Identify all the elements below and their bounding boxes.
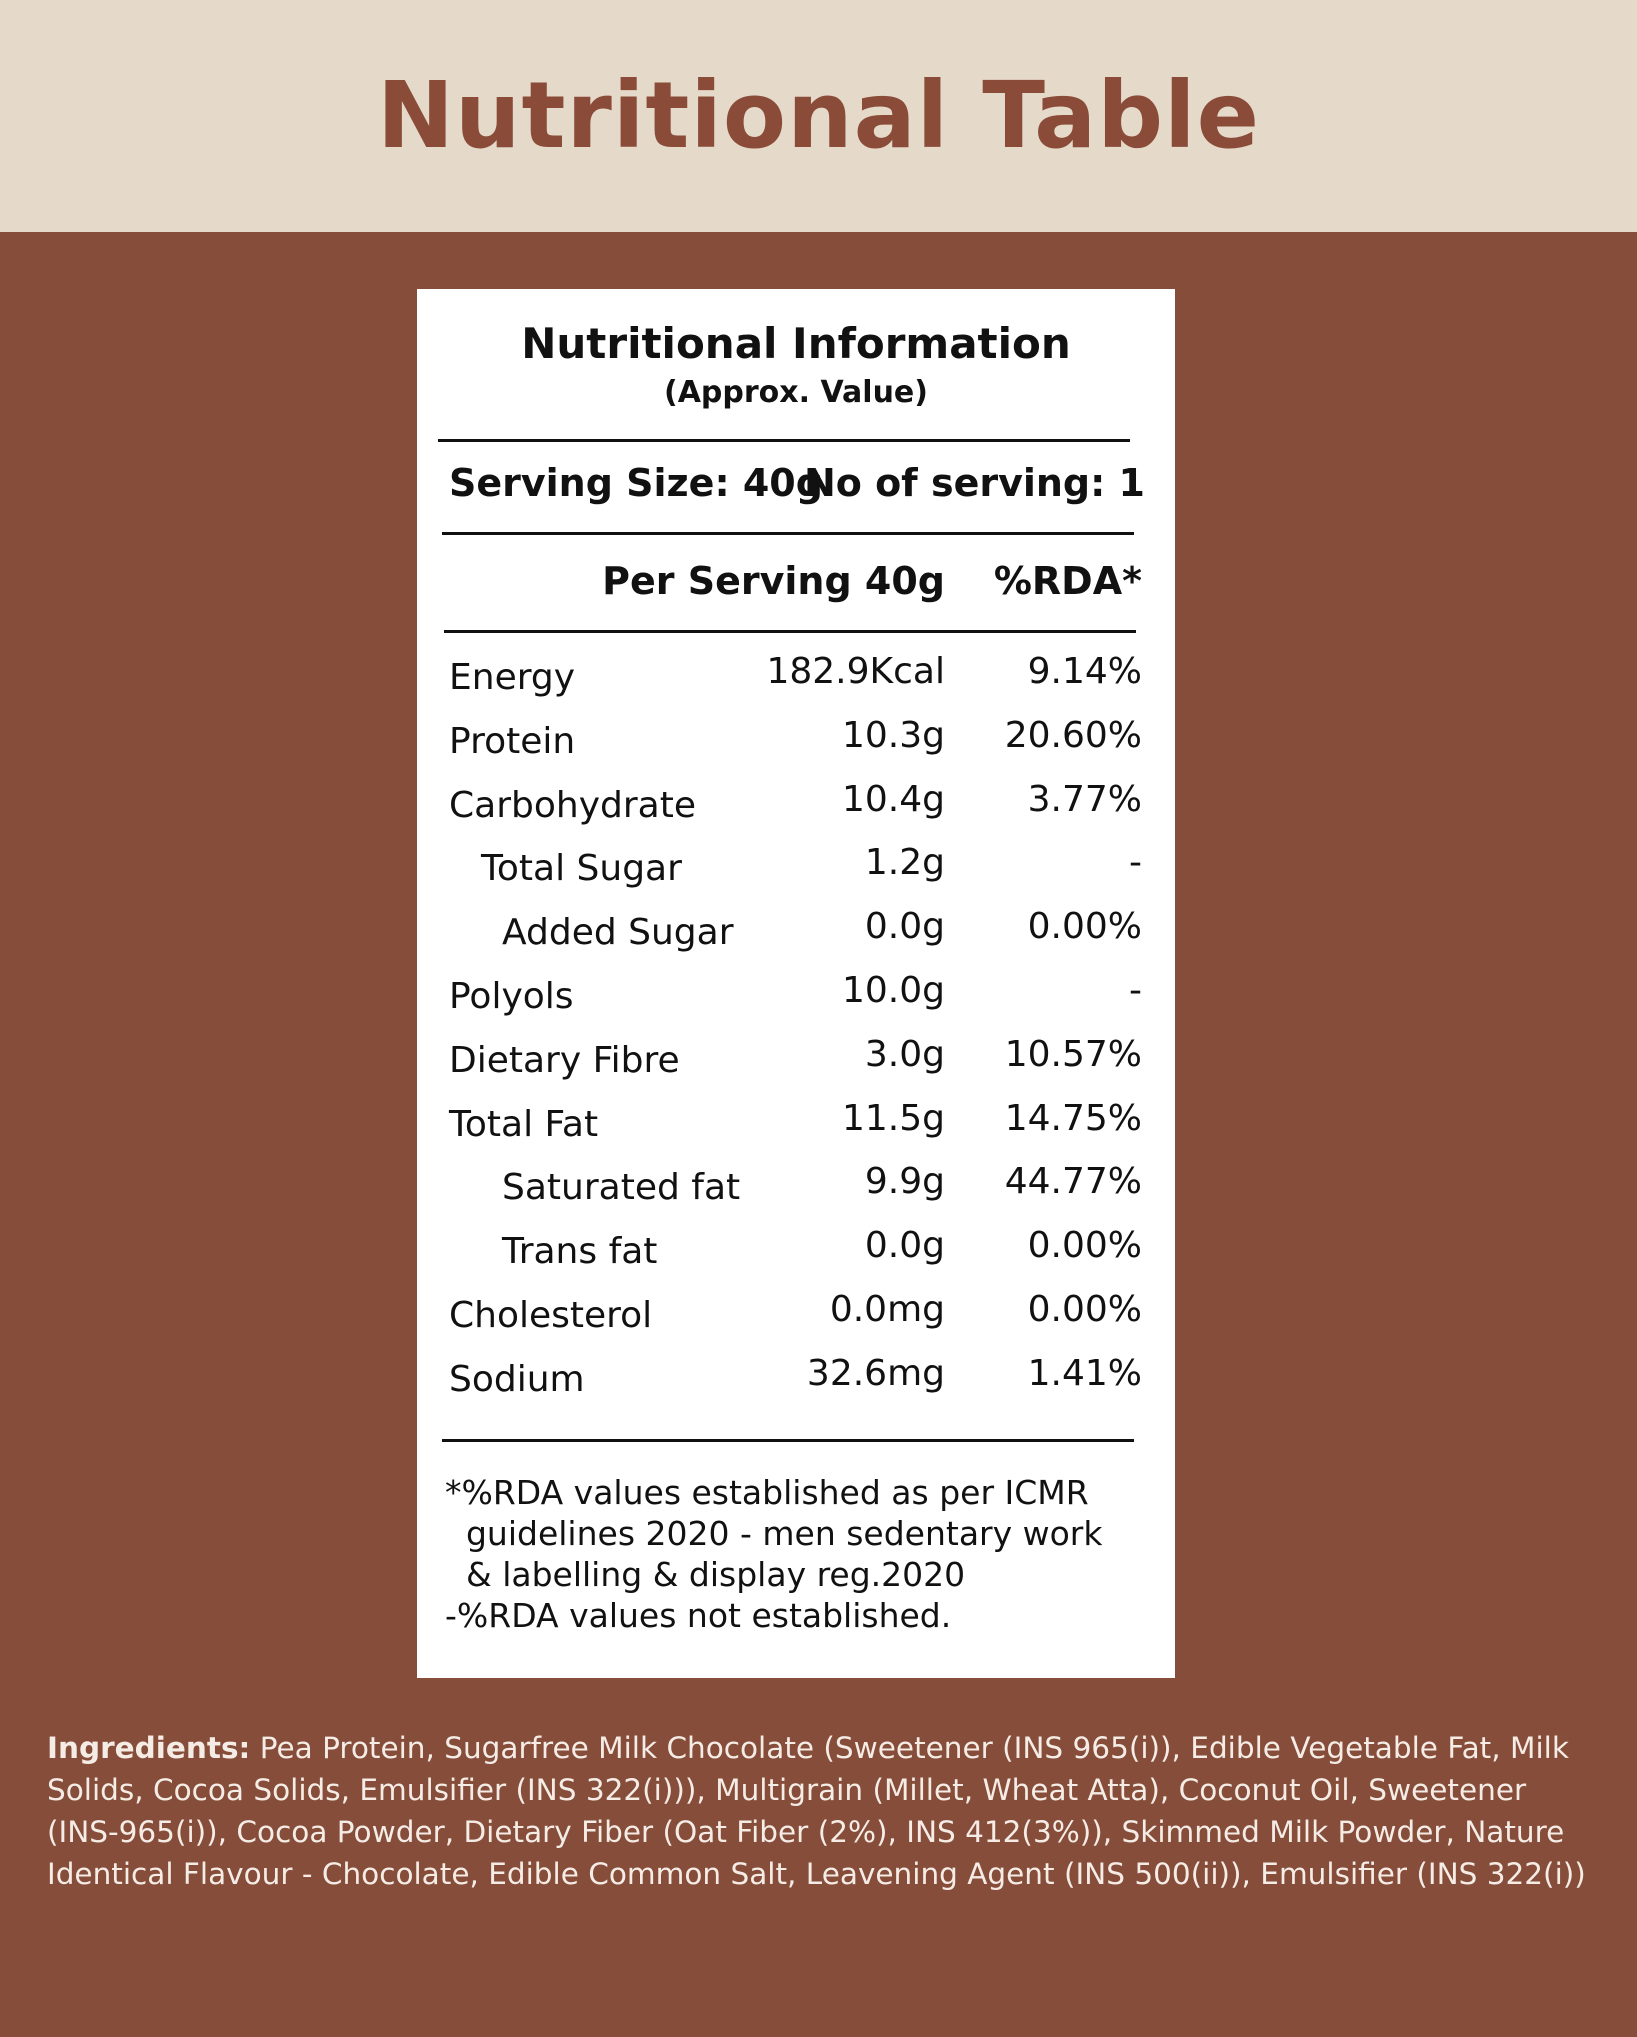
nutrient-value: 10.4g xyxy=(841,778,945,820)
divider xyxy=(438,439,1130,442)
label-subtitle: (Approx. Value) xyxy=(664,375,928,410)
nutrient-name: Total Fat xyxy=(449,1103,599,1145)
nutrient-row xyxy=(417,1161,1175,1227)
nutrient-name: Trans fat xyxy=(502,1231,658,1273)
nutrient-name: Added Sugar xyxy=(502,912,734,954)
nutrient-value: 10.3g xyxy=(841,714,945,756)
serving-size: Serving Size: 40g xyxy=(449,461,823,505)
nutrient-name: Total Sugar xyxy=(481,848,682,890)
number-of-servings: No of serving: 1 xyxy=(803,461,1145,505)
column-header-rda: %RDA* xyxy=(993,559,1142,603)
ingredients-label: Ingredients: xyxy=(47,1731,251,1765)
divider xyxy=(442,1439,1134,1442)
nutrient-rda: 20.60% xyxy=(1004,714,1142,756)
nutrient-value: 0.0g xyxy=(864,1225,945,1267)
page-header xyxy=(0,0,1637,232)
nutrient-name: Sodium xyxy=(449,1358,585,1400)
nutrient-value: 32.6mg xyxy=(806,1352,945,1394)
footnote: *%RDA values established as per ICMR guidelines 2020 - men sedentary work & labelling & display reg.2020 -%RDA values not established. xyxy=(445,1473,1103,1635)
nutrient-rda: 0.00% xyxy=(1027,1225,1142,1267)
nutrient-rda: 44.77% xyxy=(1004,1161,1142,1203)
nutrient-value: 11.5g xyxy=(841,1097,945,1139)
nutrient-name: Saturated fat xyxy=(502,1167,741,1209)
nutrient-name: Energy xyxy=(449,657,576,698)
nutrient-row xyxy=(417,1352,1175,1419)
nutrient-row xyxy=(417,714,1175,781)
nutrient-value: 1.2g xyxy=(864,842,945,884)
nutrient-name: Cholesterol xyxy=(449,1295,653,1336)
ingredients xyxy=(47,1727,1607,1895)
nutrient-value: 182.9Kcal xyxy=(766,651,945,692)
nutrient-name: Carbohydrate xyxy=(449,784,696,826)
nutrient-rda: 10.57% xyxy=(1004,1033,1142,1075)
label-title: Nutritional Information xyxy=(521,319,1071,368)
nutrient-row xyxy=(417,1225,1175,1291)
nutrient-rda: 3.77% xyxy=(1027,778,1142,820)
nutrient-row xyxy=(417,778,1175,845)
nutrient-name: Protein xyxy=(449,720,576,762)
nutrient-row xyxy=(417,1033,1175,1100)
divider xyxy=(444,630,1136,633)
nutrient-row xyxy=(417,1289,1175,1355)
nutrient-rda: - xyxy=(1129,842,1142,884)
nutrient-row xyxy=(417,651,1175,717)
column-header-per-serving: Per Serving 40g xyxy=(602,559,945,603)
nutrient-rda: 0.00% xyxy=(1027,1289,1142,1330)
nutrient-row xyxy=(417,842,1175,908)
nutrient-row xyxy=(417,906,1175,972)
nutrient-value: 0.0g xyxy=(864,906,945,948)
nutrient-rda: - xyxy=(1129,970,1142,1011)
nutrient-name: Polyols xyxy=(449,976,574,1017)
ingredients-text: Pea Protein, Sugarfree Milk Chocolate (Sweetener (INS 965(i)), Edible Vegetable Fat, Milk Solids, Cocoa Solids, Emulsifier (INS 322(i))), Multigrain (Millet, Wheat Atta), Coconut Oil, Sweetener (INS-965(i)), Cocoa Powder, Dietary Fiber (Oat Fiber (2%), INS 412(3%)), Skimmed Milk Powder, Nature Identical Flavour - Chocolate, Edible Common Salt, Leavening Agent (INS 500(ii)), Emulsifier (INS 322(i)) xyxy=(47,1731,1586,1891)
page-title: Nutritional Table xyxy=(376,62,1260,169)
nutrient-value: 9.9g xyxy=(864,1161,945,1203)
nutrition-label xyxy=(417,289,1175,1678)
nutrient-value: 0.0mg xyxy=(829,1289,945,1330)
nutrient-rda: 14.75% xyxy=(1004,1097,1142,1139)
nutrient-row xyxy=(417,1097,1175,1164)
nutrient-rda: 1.41% xyxy=(1027,1352,1142,1394)
nutrient-value: 3.0g xyxy=(864,1033,945,1075)
nutrient-name: Dietary Fibre xyxy=(449,1039,680,1081)
nutrient-rda: 0.00% xyxy=(1027,906,1142,948)
nutrient-value: 10.0g xyxy=(841,970,945,1011)
divider xyxy=(442,532,1134,535)
nutrient-rda: 9.14% xyxy=(1027,651,1142,692)
nutrient-row xyxy=(417,970,1175,1036)
